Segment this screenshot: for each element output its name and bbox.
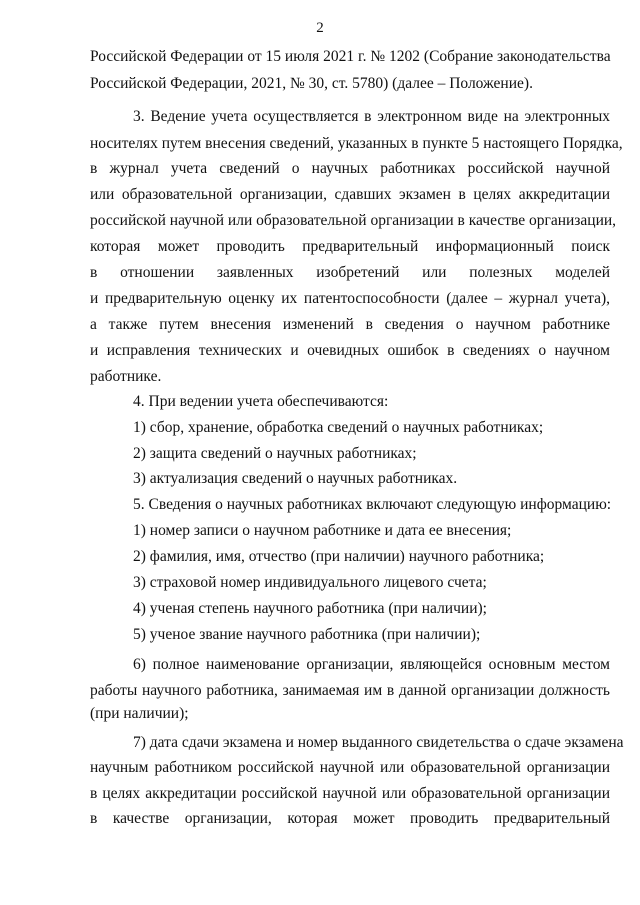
text-line: 3) страховой номер индивидуального лицевого счета; bbox=[133, 574, 487, 591]
text-line: 7) дата сдачи экзамена и номер выданного свидетельства о сдаче экзамена bbox=[133, 734, 624, 751]
text-line: 1) номер записи о научном работнике и дата ее внесения; bbox=[133, 522, 512, 539]
text-line: в качестве организации, которая может проводить предварительный bbox=[90, 810, 610, 827]
text-line: а также путем внесения изменений в сведения о научном работнике bbox=[90, 316, 610, 333]
text-line: в отношении заявленных изобретений или полезных моделей bbox=[90, 264, 610, 281]
text-line: 2) защита сведений о научных работниках; bbox=[133, 445, 417, 462]
page-number: 2 bbox=[316, 20, 324, 36]
text-line: в журнал учета сведений о научных работниках российской научной bbox=[90, 160, 610, 177]
text-line: в целях аккредитации российской научной или образовательной организации bbox=[90, 785, 610, 802]
text-line: 1) сбор, хранение, обработка сведений о научных работниках; bbox=[133, 419, 544, 436]
text-line: 3. Ведение учета осуществляется в электронном виде на электронных bbox=[133, 108, 610, 125]
text-line: Российской Федерации от 15 июля 2021 г. № 1202 (Собрание законодательства bbox=[90, 48, 611, 65]
text-line: российской научной или образовательной организации в качестве организации, bbox=[90, 212, 617, 229]
text-line: и исправления технических и очевидных ошибок в сведениях о научном bbox=[90, 342, 610, 359]
text-line: 5) ученое звание научного работника (при наличии); bbox=[133, 626, 481, 643]
text-line: носителях путем внесения сведений, указанных в пункте 5 настоящего Порядка, bbox=[90, 135, 623, 152]
text-line: или образовательной организации, сдавших экзамен в целях аккредитации bbox=[90, 186, 610, 203]
text-line: 4. При ведении учета обеспечиваются: bbox=[133, 393, 389, 410]
text-line: 4) ученая степень научного работника (при наличии); bbox=[133, 600, 487, 617]
text-line: Российской Федерации, 2021, № 30, ст. 5780) (далее – Положение). bbox=[90, 75, 533, 92]
text-line: научным работником российской научной или образовательной организации bbox=[90, 759, 610, 776]
text-line: работнике. bbox=[90, 368, 162, 385]
text-line: 3) актуализация сведений о научных работниках. bbox=[133, 470, 458, 487]
text-line: работы научного работника, занимаемая им в данной организации должность bbox=[90, 682, 610, 699]
text-line: 5. Сведения о научных работниках включают следующую информацию: bbox=[133, 496, 612, 513]
text-line: 2) фамилия, имя, отчество (при наличии) научного работника; bbox=[133, 548, 545, 565]
text-line: которая может проводить предварительный информационный поиск bbox=[90, 238, 610, 255]
text-line: 6) полное наименование организации, являющейся основным местом bbox=[133, 656, 610, 673]
text-line: (при наличии); bbox=[90, 705, 189, 722]
text-line: и предварительную оценку их патентоспособности (далее – журнал учета), bbox=[90, 290, 610, 307]
